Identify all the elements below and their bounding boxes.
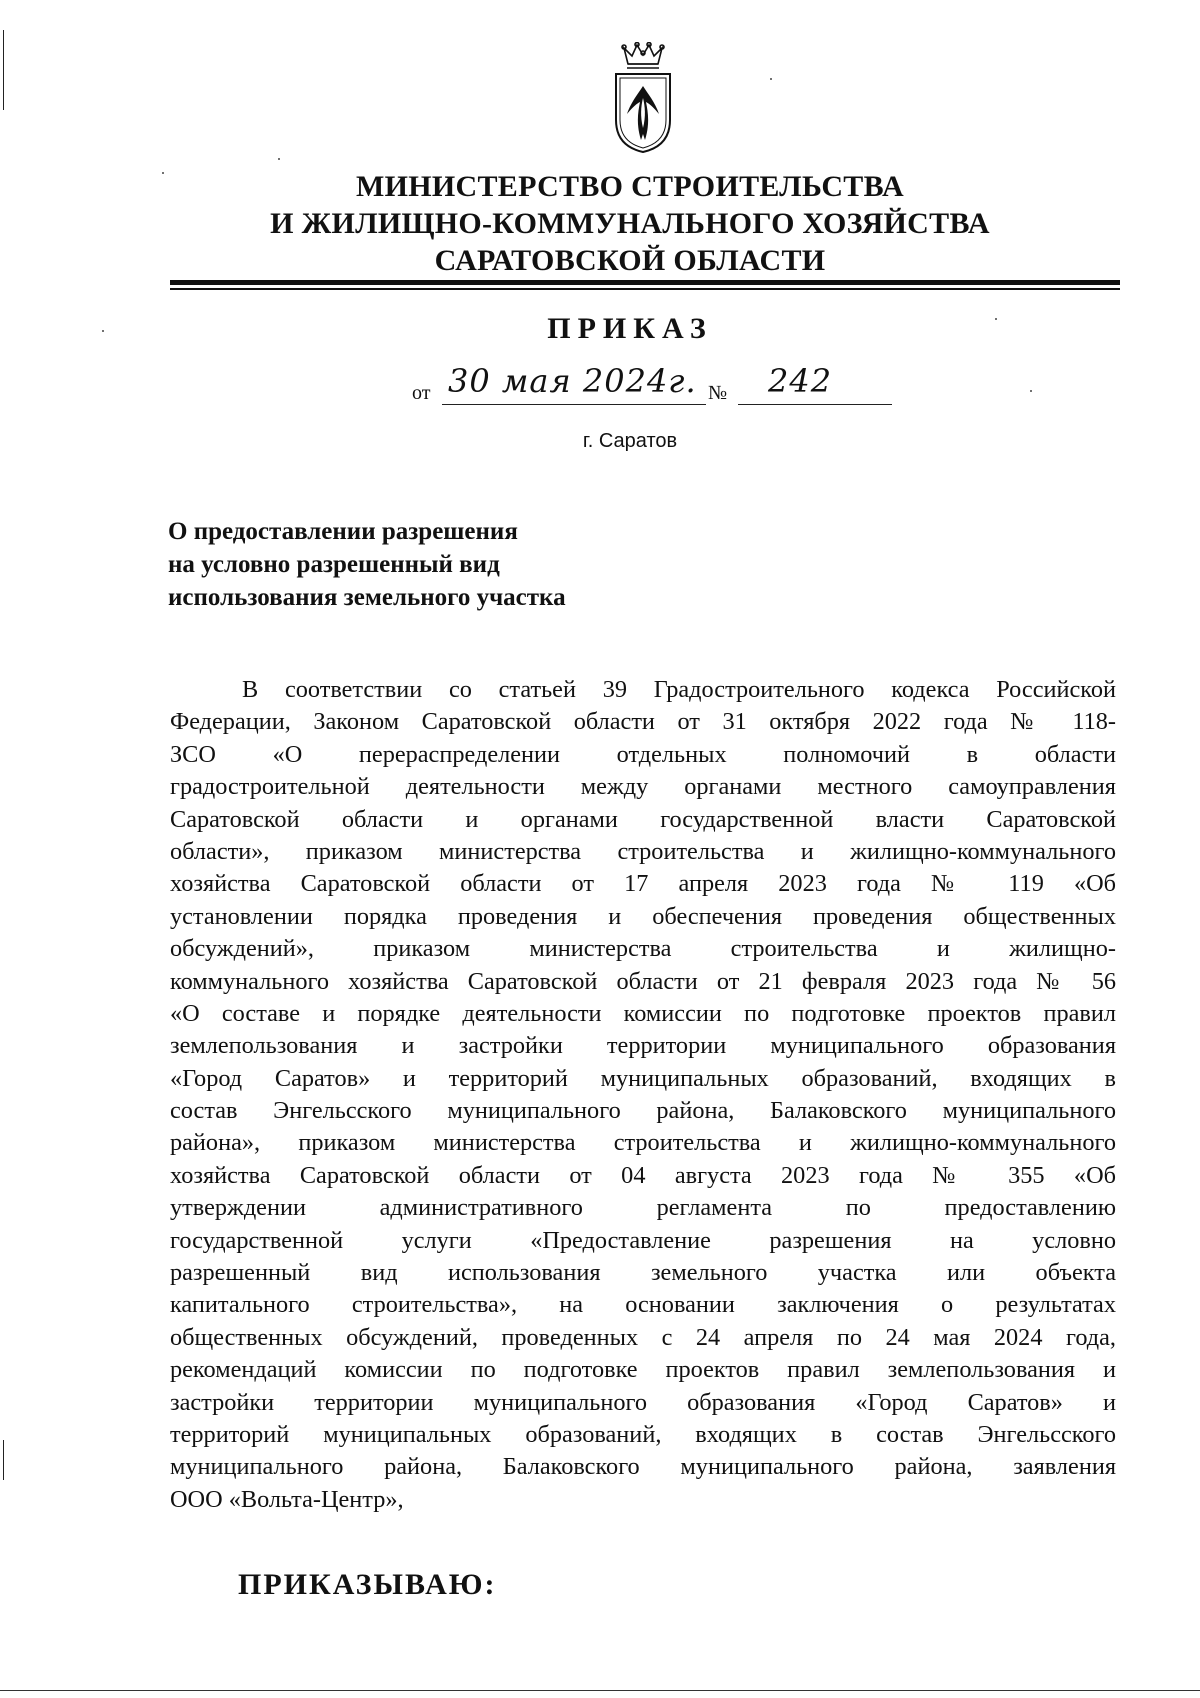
ministry-name-line: САРАТОВСКОЙ ОБЛАСТИ bbox=[434, 244, 826, 277]
ministry-name-line: И ЖИЛИЩНО-КОММУНАЛЬНОГО ХОЗЯЙСТВА bbox=[270, 207, 990, 240]
body-line: «О составе и порядке деятельности комиссии по подготовке проектов правил bbox=[170, 999, 1116, 1027]
handwritten-date: 30 мая 2024г. bbox=[448, 362, 697, 400]
body-line: застройки территории муниципального образования «Город Саратов» и bbox=[170, 1388, 1116, 1416]
body-line: градостроительной деятельности между органами местного самоуправления bbox=[170, 773, 1116, 801]
resolution-heading: ПРИКАЗЫВАЮ: bbox=[238, 1568, 497, 1601]
body-line: капитального строительства», на основании заключения о результатах bbox=[170, 1291, 1116, 1319]
handwritten-number: 242 bbox=[768, 362, 833, 400]
body-line: района», приказом министерства строительства и жилищно-коммунального bbox=[170, 1129, 1116, 1157]
number-prefix: № bbox=[708, 382, 728, 404]
header-rule bbox=[170, 288, 1120, 290]
body-line: установлении порядка проведения и обеспечения проведения общественных bbox=[170, 902, 1116, 930]
body-line: обсуждений», приказом министерства строительства и жилищно- bbox=[170, 935, 1116, 963]
body-line: рекомендаций комиссии по подготовке проектов правил землепользования и bbox=[170, 1356, 1116, 1384]
body-line: хозяйства Саратовской области от 04 августа 2023 года № 355 «Об bbox=[170, 1161, 1116, 1189]
body-line: ООО «Вольта-Центр», bbox=[170, 1485, 404, 1513]
scan-speck bbox=[770, 78, 772, 80]
body-line: разрешенный вид использования земельного участка или объекта bbox=[170, 1259, 1116, 1287]
subject-line: О предоставлении разрешения bbox=[168, 518, 518, 545]
body-line: утверждении административного регламента по предоставлению bbox=[170, 1194, 1116, 1222]
body-line: хозяйства Саратовской области от 17 апреля 2023 года № 119 «Об bbox=[170, 870, 1116, 898]
body-line: общественных обсуждений, проведенных с 24 апреля по 24 мая 2024 года, bbox=[170, 1323, 1116, 1351]
city-name: г. Саратов bbox=[582, 430, 678, 452]
body-line: состав Энгельсского муниципального района, Балаковского муниципального bbox=[170, 1097, 1116, 1125]
body-line: области», приказом министерства строительства и жилищно-коммунального bbox=[170, 837, 1116, 865]
body-line: землепользования и застройки территории муниципального образования bbox=[170, 1032, 1116, 1060]
date-underline bbox=[442, 404, 706, 405]
body-line: Саратовской области и органами государственной власти Саратовской bbox=[170, 805, 1116, 833]
ministry-name bbox=[200, 168, 1060, 279]
number-underline bbox=[738, 404, 892, 405]
header-rule bbox=[170, 280, 1120, 285]
scan-edge-mark bbox=[3, 1440, 4, 1480]
subject-line: на условно разрешенный вид bbox=[168, 551, 500, 578]
body-line: государственной услуги «Предоставление разрешения на условно bbox=[170, 1226, 1116, 1254]
scan-speck bbox=[278, 158, 280, 160]
scan-bottom-edge bbox=[0, 1690, 1200, 1691]
body-line: муниципального района, Балаковского муниципального района, заявления bbox=[170, 1453, 1116, 1481]
order-subject bbox=[168, 515, 566, 614]
order-title: ПРИКАЗ bbox=[547, 312, 713, 345]
ministry-name-line: МИНИСТЕРСТВО СТРОИТЕЛЬСТВА bbox=[355, 170, 905, 203]
scan-speck bbox=[1030, 390, 1032, 392]
saratov-coat-of-arms-icon bbox=[610, 42, 676, 154]
body-line: ЗСО «О перераспределении отдельных полномочий в области bbox=[170, 740, 1116, 768]
body-line: территорий муниципальных образований, входящих в состав Энгельсского bbox=[170, 1420, 1116, 1448]
body-line: «Город Саратов» и территорий муниципальных образований, входящих в bbox=[170, 1064, 1116, 1092]
body-line: коммунального хозяйства Саратовской области от 21 февраля 2023 года № 56 bbox=[170, 967, 1116, 995]
date-prefix: от bbox=[412, 382, 431, 404]
scan-edge-mark bbox=[3, 30, 4, 110]
body-line: Федерации, Законом Саратовской области от 31 октября 2022 года № 118- bbox=[170, 708, 1116, 736]
body-line: В соответствии со статьей 39 Градостроительного кодекса Российской bbox=[242, 676, 1116, 703]
order-body-text bbox=[170, 674, 1116, 1516]
scan-speck bbox=[162, 172, 164, 174]
scan-speck bbox=[102, 330, 104, 332]
subject-line: использования земельного участка bbox=[168, 584, 566, 611]
